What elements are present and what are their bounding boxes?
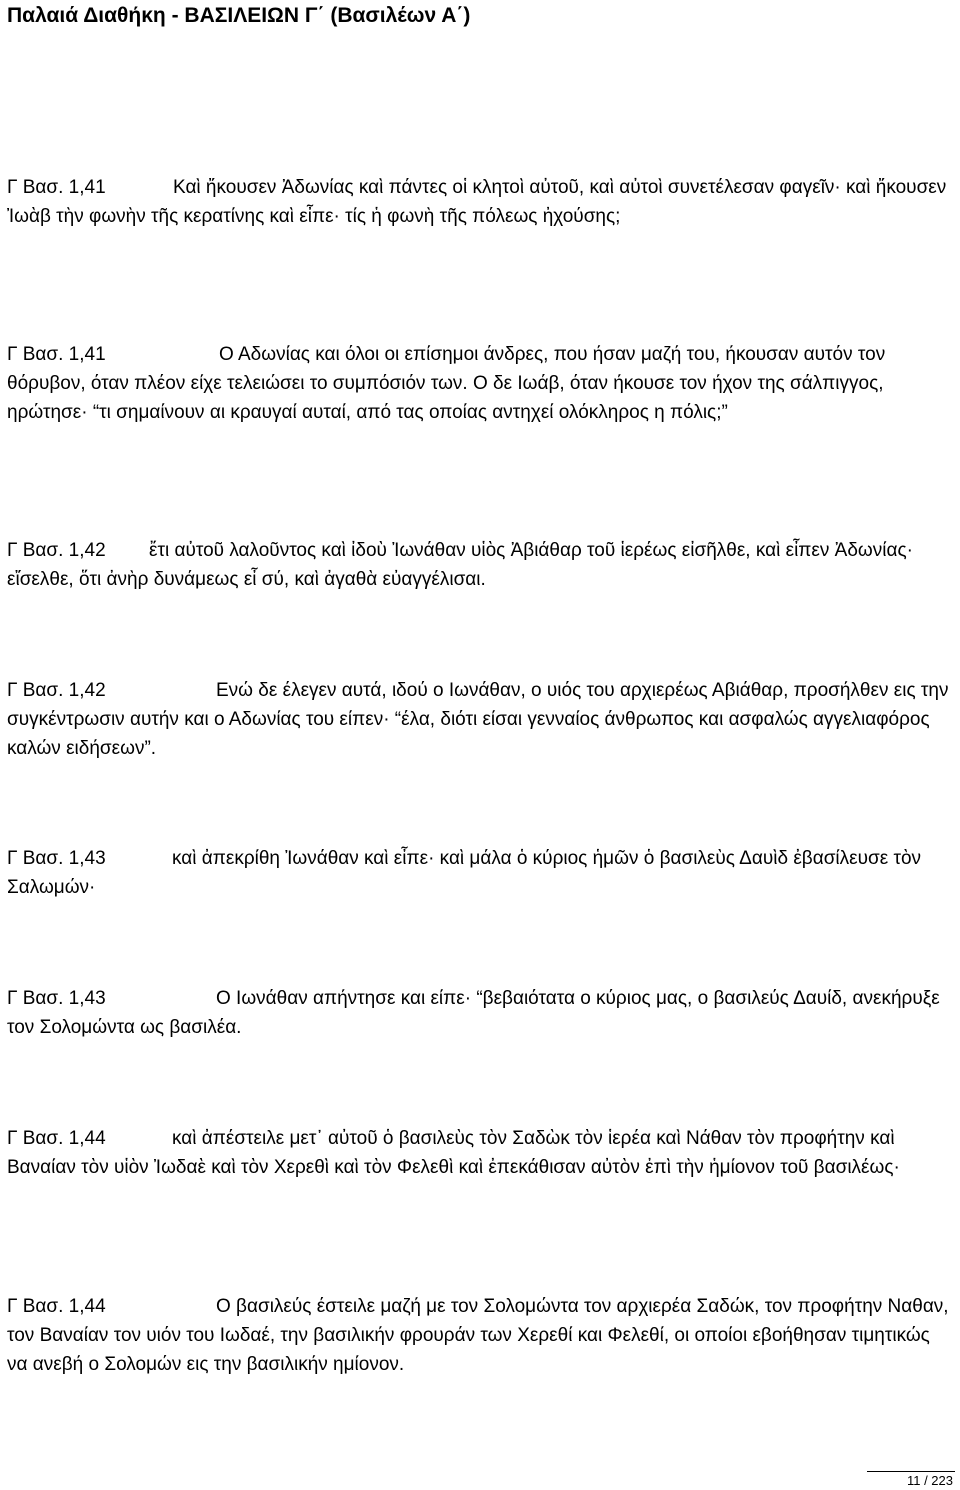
verse-1-42-ancient [7,536,955,594]
verse-reference: Γ Βασ. 1,43 [7,988,106,1009]
page-title: Παλαιά Διαθήκη - ΒΑΣΙΛΕΙΩΝ Γ΄ (Βασιλέων Α΄) [7,4,471,27]
verse-text: Ο Ιωνάθαν απήντησε και είπε· “βεβαιότατα ο κύριος μας, ο βασιλεύς Δαυίδ, ανεκήρυξε τον Σολομώντα ως βασιλέα. [7,988,940,1038]
verse-text: καὶ ἀπέστειλε μετ᾿ αὐτοῦ ὁ βασιλεὺς τὸν Σαδὼκ τὸν ἱερέα καὶ Νάθαν τὸν προφήτην καὶ Βαναίαν τὸν υἱὸν Ἰωδαὲ καὶ τὸν Χερεθὶ καὶ τὸν Φελεθὶ καὶ ἐπεκάθισαν αὐτὸν ἐπὶ τὴν ἡμίονον τοῦ βασιλέως· [7,1128,900,1178]
verse-reference: Γ Βασ. 1,41 [7,344,106,365]
verse-1-44-modern [7,1292,955,1379]
verse-text: Ο Αδωνίας και όλοι οι επίσημοι άνδρες, που ήσαν μαζή του, ήκουσαν αυτόν τον θόρυβον, όταν πλέον είχε τελειώσει το συμπόσιόν των. Ο δε Ιωάβ, όταν ήκουσε τον ήχον της σάλπιγγος, ηρώτησε· “τι σημαίνουν αι κραυγαί αυταί, από τας οποίας αντηχεί ολόκληρος η πόλις;” [7,344,886,423]
verse-1-41-modern [7,340,955,427]
verse-text: ἔτι αὐτοῦ λαλοῦντος καὶ ἰδοὺ Ἰωνάθαν υἱὸς Ἀβιάθαρ τοῦ ἱερέως εἰσῆλθε, καὶ εἶπεν Ἀδωνίας· εἴσελθε, ὅτι ἀνὴρ δυνάμεως εἶ σύ, καὶ ἀγαθὰ εὐαγγέλισαι. [7,540,913,590]
verse-reference: Γ Βασ. 1,41 [7,177,106,198]
verse-text: καὶ ἀπεκρίθη Ἰωνάθαν καὶ εἶπε· καὶ μάλα ὁ κύριος ἡμῶν ὁ βασιλεὺς Δαυὶδ ἐβασίλευσε τὸν Σαλωμών· [7,848,922,898]
verse-reference: Γ Βασ. 1,44 [7,1296,106,1317]
verse-text: Καὶ ἤκουσεν Ἀδωνίας καὶ πάντες οἱ κλητοὶ αὐτοῦ, καὶ αὐτοὶ συνετέλεσαν φαγεῖν· καὶ ἤκουσεν Ἰωὰβ τὴν φωνὴν τῆς κερατίνης καὶ εἶπε· τίς ἡ φωνὴ τῆς πόλεως ἠχούσης; [7,177,947,227]
verse-1-41-ancient [7,173,955,231]
verse-1-43-modern [7,984,955,1042]
verse-text: Ενώ δε έλεγεν αυτά, ιδού ο Ιωνάθαν, ο υιός του αρχιερέως Αβιάθαρ, προσήλθεν εις την συγκέντρωσιν αυτήν και ο Αδωνίας του είπεν· “έλα, διότι είσαι γενναίος άνθρωπος και ασφαλώς αγγελιαφόρος καλών ειδήσεων”. [7,680,949,759]
verse-1-42-modern [7,676,955,763]
footer-divider [867,1471,955,1472]
verse-1-44-ancient [7,1124,955,1182]
verse-1-43-ancient [7,844,955,902]
page-number: 11 / 223 [906,1473,953,1488]
verse-reference: Γ Βασ. 1,42 [7,540,106,561]
verse-reference: Γ Βασ. 1,44 [7,1128,106,1149]
verse-reference: Γ Βασ. 1,43 [7,848,106,869]
verse-text: Ο βασιλεύς έστειλε μαζή με τον Σολομώντα τον αρχιερέα Σαδώκ, τον προφήτην Ναθαν, τον Βαναίαν τον υιόν του Ιωδαέ, την βασιλικήν φρουράν των Χερεθί και Φελεθί, οι οποίοι εβοήθησαν τιμητικώς να ανεβή ο Σολομών εις την βασιλικήν ημίονον. [7,1296,949,1375]
verse-reference: Γ Βασ. 1,42 [7,680,106,701]
